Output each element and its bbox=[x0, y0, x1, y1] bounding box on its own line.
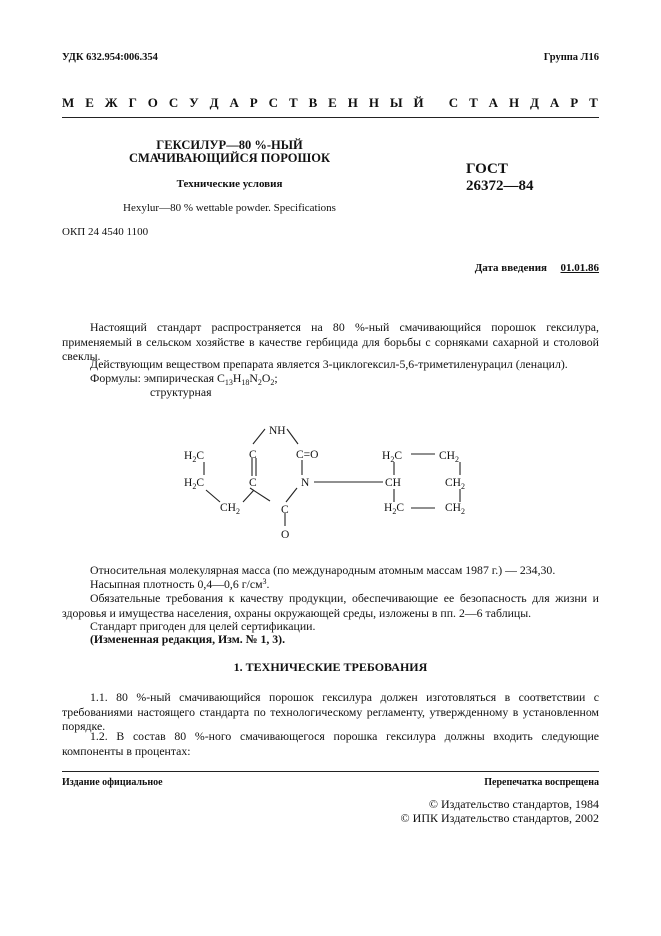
banner-letter: А bbox=[229, 95, 239, 110]
banner-letter: А bbox=[549, 95, 560, 110]
safety-requirements: Обязательные требования к качеству продукции, обеспечивающие ее безопасность для жизни и здоровья и имущества населения, охраны окружающей среды, изложены в пп. 2—6 таблицы. bbox=[62, 591, 599, 620]
banner-letter: М bbox=[62, 95, 75, 110]
atom-o-bottom: O bbox=[281, 529, 290, 541]
banner-letter: Д bbox=[209, 95, 219, 110]
ring-ch2-bottom: $CH_2$ bbox=[445, 502, 465, 516]
formula-empirical: Формулы: эмпирическая $C_{13}H_{18}N_2O_2$; bbox=[90, 371, 278, 387]
banner-letter: С bbox=[448, 95, 459, 110]
gost-number: 26372—84 bbox=[466, 178, 534, 194]
english-title: Hexylur—80 % wettable powder. Specifications bbox=[123, 202, 336, 214]
banner-letter: У bbox=[189, 95, 199, 110]
banner-letter: Р bbox=[570, 95, 579, 110]
banner-letter: Г bbox=[128, 95, 137, 110]
atom-c-c: C bbox=[281, 504, 289, 516]
certification-note: Стандарт пригоден для целей сертификации. bbox=[90, 619, 316, 633]
banner-letter: Й bbox=[413, 95, 424, 110]
group-code: Группа Л16 bbox=[543, 52, 599, 63]
structural-formula bbox=[175, 418, 485, 546]
copyright-2002: © ИПК Издательство стандартов, 2002 bbox=[400, 811, 599, 825]
atom-c-a: C bbox=[249, 449, 257, 461]
bulk-density: Насыпная плотность 0,4—0,6 $г/см^3$. bbox=[90, 577, 270, 591]
amendment-note: (Измененная редакция, Изм. № 1, 3). bbox=[90, 632, 286, 646]
banner-letter: Т bbox=[589, 95, 598, 110]
intro-date-label: Дата введения bbox=[474, 262, 547, 274]
banner-letter: Р bbox=[249, 95, 258, 110]
document-subtitle: Технические условия bbox=[176, 178, 283, 190]
banner-letter: Е bbox=[85, 95, 94, 110]
paragraph-active-ingredient: Действующим веществом препарата является 3-циклогексил-5,6-триметиленурацил (ленацил). bbox=[90, 357, 568, 371]
clause-1-2: 1.2. В состав 80 %-ного смачивающегося порошка гексилура должны входить следующие компоненты в процентах: bbox=[62, 729, 599, 758]
ring-h2c-top: $H_2C$ bbox=[382, 450, 402, 464]
ring-h2c-bottom: $H_2C$ bbox=[384, 502, 404, 516]
formula-structural-label: структурная bbox=[150, 385, 212, 399]
atom-nh: NH bbox=[269, 425, 286, 437]
banner-rule bbox=[62, 117, 599, 118]
banner-letter: Е bbox=[328, 95, 337, 110]
intro-date-value: 01.01.86 bbox=[560, 262, 599, 274]
banner-letter bbox=[435, 95, 438, 111]
title-line-2: СМАЧИВАЮЩИЙСЯ ПОРОШОК bbox=[128, 151, 331, 165]
banner-letter: В bbox=[308, 95, 318, 110]
banner-letter: Н bbox=[368, 95, 379, 110]
banner-letter: Н bbox=[347, 95, 358, 110]
interstate-standard-banner bbox=[62, 95, 598, 111]
clause-1-1: 1.1. 80 %-ный смачивающийся порошок гексилура должен изготовляться в соответствии с требованиями настоящего стандарта по технологическому регламенту, утвержденному в установленном порядке. bbox=[62, 690, 599, 734]
copyright-1984: © Издательство стандартов, 1984 bbox=[428, 797, 599, 811]
document-title bbox=[62, 139, 397, 165]
banner-letter: С bbox=[268, 95, 279, 110]
group-h2c-1: $H_2C$ bbox=[184, 450, 204, 464]
banner-letter: Ж bbox=[104, 95, 118, 110]
okp-code: ОКП 24 4540 1100 bbox=[62, 226, 149, 238]
banner-letter: Т bbox=[469, 95, 478, 110]
section-1-title: 1. ТЕХНИЧЕСКИЕ ТРЕБОВАНИЯ bbox=[233, 660, 428, 674]
footer-rule bbox=[62, 771, 599, 772]
group-ch2-bottom: $CH_2$ bbox=[220, 502, 240, 516]
reprint-prohibited: Перепечатка воспрещена bbox=[484, 777, 599, 788]
ring-ch2-mid: $CH_2$ bbox=[445, 477, 465, 491]
gost-label: ГОСТ bbox=[466, 161, 508, 177]
banner-letter: Д bbox=[530, 95, 539, 110]
banner-letter: Н bbox=[508, 95, 520, 110]
group-h2c-2: $H_2C$ bbox=[184, 477, 204, 491]
atom-c-b: C bbox=[249, 477, 257, 489]
banner-letter: С bbox=[168, 95, 179, 110]
molecular-mass: Относительная молекулярная масса (по международным атомным массам 1987 г.) — 234,30. bbox=[90, 563, 556, 577]
title-line-1: ГЕКСИЛУР—80 %-НЫЙ bbox=[156, 138, 303, 152]
ring-ch2-top: $CH_2$ bbox=[439, 450, 459, 464]
banner-letter: Ы bbox=[389, 95, 403, 110]
paragraph-scope: Настоящий стандарт распространяется на 80 %-ный смачивающийся порошок гексилура, применяемый в сельском хозяйстве в качестве гербицида для борьбы с сорняками сахарной и столовой свеклы. bbox=[62, 320, 599, 364]
banner-letter: О bbox=[147, 95, 158, 110]
copyright-block bbox=[401, 797, 599, 825]
atom-n: N bbox=[301, 477, 310, 489]
official-edition: Издание официальное bbox=[62, 777, 163, 788]
group-ch: CH bbox=[385, 477, 401, 489]
gost-block bbox=[466, 161, 534, 195]
banner-letter: А bbox=[488, 95, 499, 110]
banner-letter: Т bbox=[288, 95, 298, 110]
udc-code: УДК 632.954:006.354 bbox=[62, 52, 158, 63]
introduction-date bbox=[475, 262, 599, 274]
atom-co-top: C=O bbox=[296, 449, 319, 461]
